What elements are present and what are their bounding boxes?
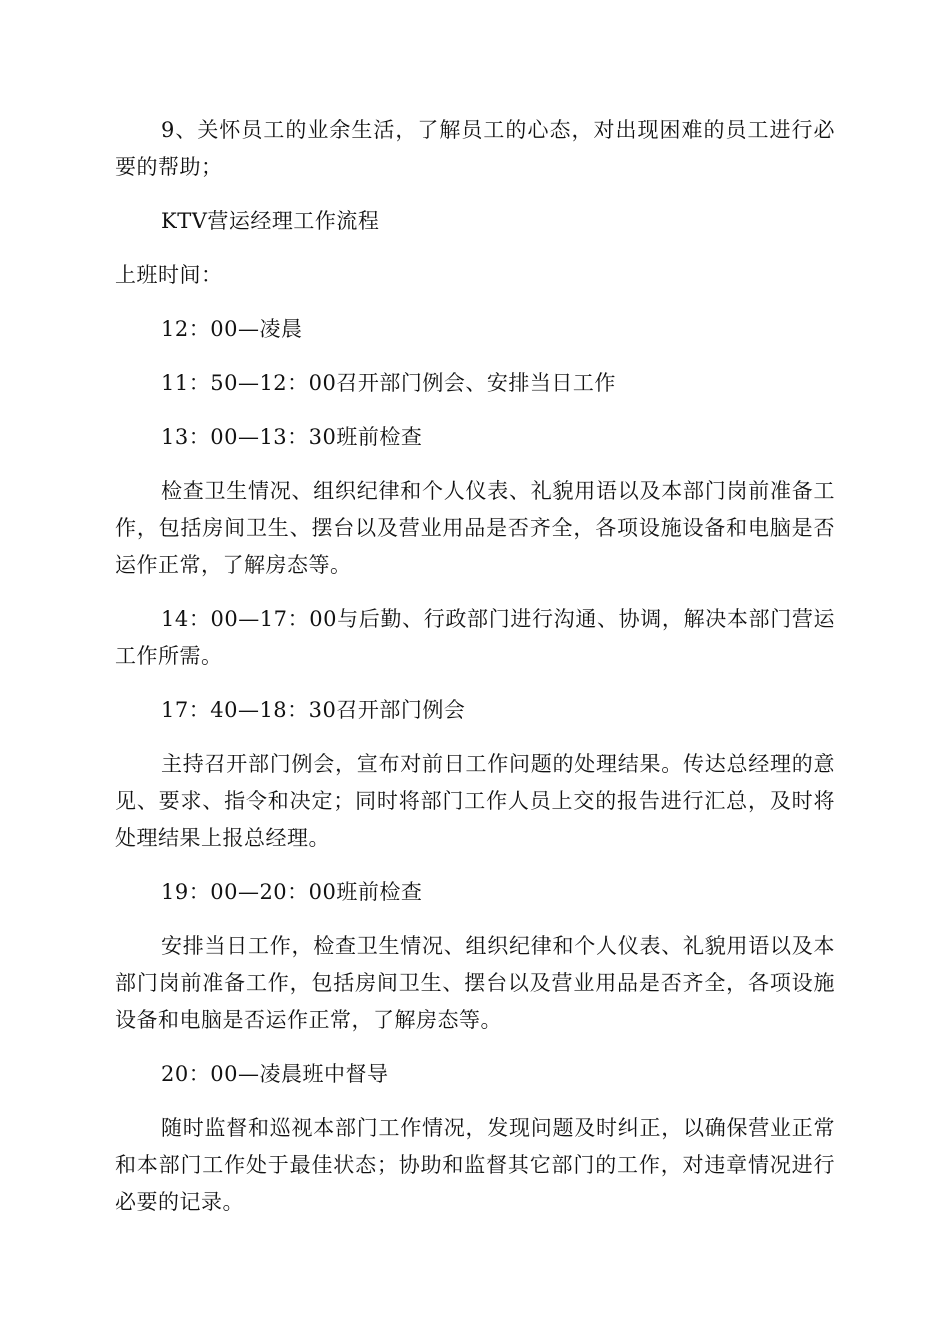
schedule-item-1740: 17：40—18：30召开部门例会 [161,698,466,722]
document-body [115,112,835,1238]
schedule-item-2000: 20：00—凌晨班中督导 [161,1062,389,1086]
work-hours-label: 上班时间： [115,263,223,287]
paragraph-pre-shift-check: 检查卫生情况、组织纪律和个人仪表、礼貌用语以及本部门岗前准备工作，包括房间卫生、摆台以及营业用品是否齐全，各项设施设备和电脑是否运作正常，了解房态等。 [115,479,835,577]
paragraph-supervision: 随时监督和巡视本部门工作情况，发现问题及时纠正，以确保营业正常和本部门工作处于最佳状态；协助和监督其它部门的工作，对违章情况进行必要的记录。 [115,1116,835,1214]
schedule-item-1400: 14：00—17：00与后勤、行政部门进行沟通、协调，解决本部门营运工作所需。 [115,607,835,668]
schedule-item-1150: 11：50—12：00召开部门例会、安排当日工作 [161,371,616,395]
work-hours-value: 12：00—凌晨 [161,317,303,341]
schedule-item-1300: 13：00—13：30班前检查 [161,425,423,449]
paragraph-care-staff: 9、关怀员工的业余生活，了解员工的心态，对出现困难的员工进行必要的帮助； [115,118,835,179]
section-title-ktv-workflow: KTV营运经理工作流程 [161,209,380,233]
paragraph-evening-check: 安排当日工作，检查卫生情况、组织纪律和个人仪表、礼貌用语以及本部门岗前准备工作，包括房间卫生、摆台以及营业用品是否齐全，各项设施设备和电脑是否运作正常，了解房态等。 [115,934,835,1032]
paragraph-department-meeting: 主持召开部门例会，宣布对前日工作问题的处理结果。传达总经理的意见、要求、指令和决定；同时将部门工作人员上交的报告进行汇总，及时将处理结果上报总经理。 [115,752,835,850]
schedule-item-1900: 19：00—20：00班前检查 [161,880,423,904]
